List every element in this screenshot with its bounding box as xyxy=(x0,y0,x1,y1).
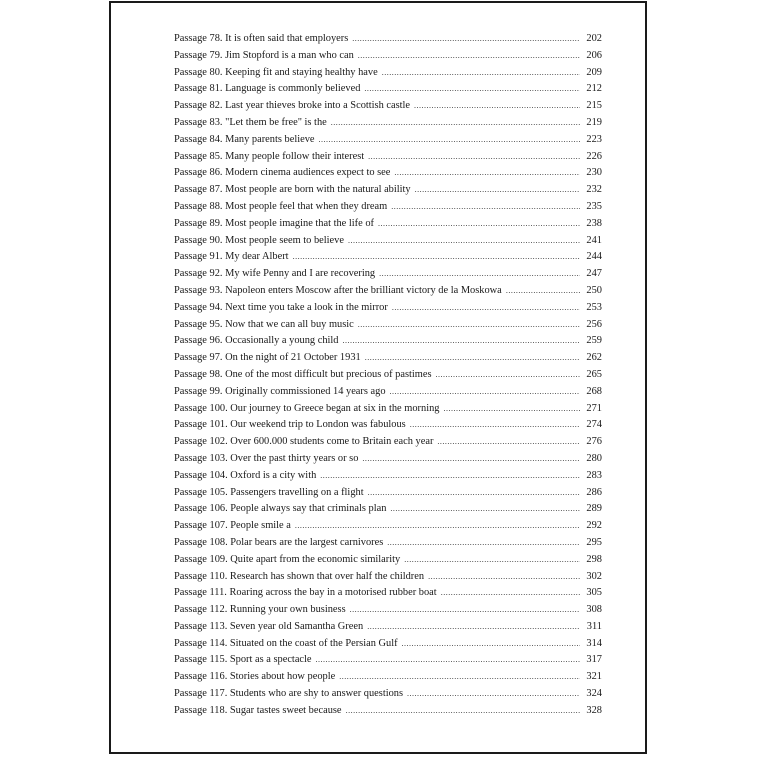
toc-entry xyxy=(174,81,602,98)
toc-entry-title: Passage 90. Most people seem to believe xyxy=(174,234,344,246)
toc-dot-leader xyxy=(443,401,580,418)
toc-entry-title: Passage 81. Language is commonly believed xyxy=(174,83,361,95)
toc-entry-page-number: 253 xyxy=(586,301,602,313)
toc-dot-leader xyxy=(339,669,580,686)
toc-entry-title: Passage 100. Our journey to Greece began at six in the morning xyxy=(174,402,440,414)
toc-dot-leader xyxy=(320,468,580,485)
toc-entry xyxy=(174,31,602,48)
toc-entry-title: Passage 97. On the night of 21 October 1931 xyxy=(174,352,361,364)
toc-entry xyxy=(174,501,602,518)
toc-entry-page-number: 238 xyxy=(586,217,602,229)
toc-dot-leader xyxy=(402,636,580,653)
toc-entry-page-number: 256 xyxy=(586,318,602,330)
toc-entry-page-number: 292 xyxy=(586,520,602,532)
toc-dot-leader xyxy=(316,652,580,669)
toc-entry-page-number: 283 xyxy=(586,469,602,481)
toc-dot-leader xyxy=(392,300,580,317)
toc-entry-page-number: 308 xyxy=(586,604,602,616)
toc-dot-leader xyxy=(441,585,580,602)
toc-entry-page-number: 223 xyxy=(586,133,602,145)
toc-dot-leader xyxy=(348,233,580,250)
toc-entry xyxy=(174,182,602,199)
toc-entry-title: Passage 89. Most people imagine that the life of xyxy=(174,217,374,229)
toc-entry xyxy=(174,569,602,586)
toc-entry-title: Passage 114. Situated on the coast of the Persian Gulf xyxy=(174,637,398,649)
toc-dot-leader xyxy=(365,350,580,367)
toc-entry xyxy=(174,216,602,233)
toc-entry xyxy=(174,115,602,132)
toc-entry-page-number: 250 xyxy=(586,284,602,296)
toc-entry-page-number: 247 xyxy=(586,268,602,280)
toc-entry xyxy=(174,367,602,384)
toc-entry-title: Passage 79. Jim Stopford is a man who can xyxy=(174,49,354,61)
toc-entry-title: Passage 102. Over 600.000 students come to Britain each year xyxy=(174,436,434,448)
toc-entry xyxy=(174,283,602,300)
toc-entry xyxy=(174,535,602,552)
toc-entry xyxy=(174,652,602,669)
toc-entry-title: Passage 111. Roaring across the bay in a motorised rubber boat xyxy=(174,587,437,599)
toc-entry-page-number: 262 xyxy=(586,352,602,364)
toc-dot-leader xyxy=(387,535,580,552)
toc-entry-title: Passage 85. Many people follow their interest xyxy=(174,150,365,162)
toc-entry xyxy=(174,434,602,451)
toc-entry xyxy=(174,317,602,334)
toc-entry xyxy=(174,585,602,602)
toc-entry xyxy=(174,266,602,283)
toc-entry-page-number: 206 xyxy=(586,49,602,61)
toc-entry-page-number: 314 xyxy=(586,637,602,649)
toc-entry-title: Passage 83. "Let them be free" is the xyxy=(174,116,327,128)
toc-dot-leader xyxy=(394,165,580,182)
toc-entry xyxy=(174,350,602,367)
toc-dot-leader xyxy=(390,501,580,518)
toc-entry xyxy=(174,451,602,468)
toc-entry-title: Passage 98. One of the most difficult but precious of pastimes xyxy=(174,368,432,380)
toc-entry-title: Passage 110. Research has shown that over half the children xyxy=(174,570,425,582)
toc-dot-leader xyxy=(379,266,580,283)
toc-entry-page-number: 212 xyxy=(586,83,602,95)
toc-entry-page-number: 219 xyxy=(586,116,602,128)
toc-entry xyxy=(174,333,602,350)
toc-entry xyxy=(174,552,602,569)
toc-entry-title: Passage 106. People always say that criminals plan xyxy=(174,503,387,515)
toc-entry xyxy=(174,703,602,720)
toc-dot-leader xyxy=(293,249,580,266)
toc-entry-page-number: 265 xyxy=(586,368,602,380)
toc-entry-title: Passage 91. My dear Albert xyxy=(174,251,289,263)
toc-entry-title: Passage 101. Our weekend trip to London was fabulous xyxy=(174,419,406,431)
toc-dot-leader xyxy=(428,569,580,586)
toc-dot-leader xyxy=(364,81,580,98)
toc-entry-title: Passage 95. Now that we can all buy music xyxy=(174,318,354,330)
toc-dot-leader xyxy=(342,333,580,350)
toc-entry-page-number: 268 xyxy=(586,385,602,397)
toc-entry-title: Passage 78. It is often said that employers xyxy=(174,33,349,44)
toc-entry xyxy=(174,149,602,166)
toc-entry xyxy=(174,686,602,703)
toc-entry-title: Passage 80. Keeping fit and staying healthy have xyxy=(174,66,378,78)
toc-entry xyxy=(174,384,602,401)
toc-entry-page-number: 271 xyxy=(586,402,602,414)
toc-entry xyxy=(174,98,602,115)
toc-dot-leader xyxy=(358,317,580,334)
toc-entry-title: Passage 105. Passengers travelling on a flight xyxy=(174,486,364,498)
toc-entry-title: Passage 86. Modern cinema audiences expect to see xyxy=(174,167,391,179)
toc-entry-page-number: 259 xyxy=(586,335,602,347)
toc-entry xyxy=(174,249,602,266)
toc-entry-title: Passage 104. Oxford is a city with xyxy=(174,469,317,481)
toc-dot-leader xyxy=(415,182,580,199)
toc-entry xyxy=(174,65,602,82)
toc-entry-title: Passage 109. Quite apart from the economic similarity xyxy=(174,553,401,565)
toc-entry-title: Passage 107. People smile a xyxy=(174,520,291,532)
toc-entry-title: Passage 84. Many parents believe xyxy=(174,133,315,145)
toc-dot-leader xyxy=(346,703,580,720)
toc-dot-leader xyxy=(319,132,580,149)
toc-entry-title: Passage 88. Most people feel that when they dream xyxy=(174,200,388,212)
toc-entry-page-number: 276 xyxy=(586,436,602,448)
toc-dot-leader xyxy=(358,48,580,65)
toc-entry-page-number: 244 xyxy=(586,251,602,263)
toc-dot-leader xyxy=(368,485,580,502)
toc-dot-leader xyxy=(407,686,580,703)
toc-entry-page-number: 286 xyxy=(586,486,602,498)
toc-entry-title: Passage 92. My wife Penny and I are recovering xyxy=(174,268,376,280)
toc-entry xyxy=(174,132,602,149)
toc-entry-title: Passage 94. Next time you take a look in the mirror xyxy=(174,301,388,313)
toc-entry-page-number: 311 xyxy=(586,620,602,632)
toc-dot-leader xyxy=(352,31,580,48)
toc-dot-leader xyxy=(410,417,580,434)
toc-dot-leader xyxy=(378,216,580,233)
toc-entry-title: Passage 96. Occasionally a young child xyxy=(174,335,339,347)
toc-entry-page-number: 317 xyxy=(586,654,602,666)
toc-entry xyxy=(174,417,602,434)
toc-entry-title: Passage 115. Sport as a spectacle xyxy=(174,654,312,666)
toc-dot-leader xyxy=(436,367,580,384)
toc-entry-page-number: 295 xyxy=(586,536,602,548)
toc-entry-page-number: 202 xyxy=(586,33,602,44)
toc-entry-title: Passage 103. Over the past thirty years or so xyxy=(174,452,359,464)
toc-entry-page-number: 321 xyxy=(586,671,602,683)
toc-entry xyxy=(174,199,602,216)
toc-entry-title: Passage 99. Originally commissioned 14 years ago xyxy=(174,385,386,397)
toc-dot-leader xyxy=(382,65,580,82)
toc-entry-title: Passage 93. Napoleon enters Moscow after the brilliant victory de la Moskowa xyxy=(174,284,502,296)
toc-entry xyxy=(174,401,602,418)
toc-entry-title: Passage 108. Polar bears are the largest carnivores xyxy=(174,536,384,548)
toc-entry-page-number: 289 xyxy=(586,503,602,515)
toc-dot-leader xyxy=(368,149,580,166)
toc-entry-title: Passage 112. Running your own business xyxy=(174,604,346,616)
toc-entry-title: Passage 117. Students who are shy to answer questions xyxy=(174,688,404,700)
toc-entry xyxy=(174,518,602,535)
table-of-contents xyxy=(174,31,602,720)
toc-entry xyxy=(174,669,602,686)
toc-entry-page-number: 324 xyxy=(586,688,602,700)
toc-entry-page-number: 274 xyxy=(586,419,602,431)
toc-dot-leader xyxy=(414,98,580,115)
toc-entry xyxy=(174,602,602,619)
toc-entry-page-number: 305 xyxy=(586,587,602,599)
toc-entry xyxy=(174,48,602,65)
toc-entry-page-number: 226 xyxy=(586,150,602,162)
toc-entry-page-number: 235 xyxy=(586,200,602,212)
toc-entry-title: Passage 82. Last year thieves broke into a Scottish castle xyxy=(174,100,411,112)
toc-dot-leader xyxy=(506,283,580,300)
toc-dot-leader xyxy=(295,518,580,535)
toc-dot-leader xyxy=(331,115,580,132)
toc-entry-page-number: 241 xyxy=(586,234,602,246)
toc-dot-leader xyxy=(362,451,580,468)
toc-entry xyxy=(174,636,602,653)
toc-entry-page-number: 298 xyxy=(586,553,602,565)
toc-dot-leader xyxy=(391,199,580,216)
toc-entry-title: Passage 113. Seven year old Samantha Green xyxy=(174,620,364,632)
toc-entry-page-number: 328 xyxy=(586,704,602,716)
toc-entry-title: Passage 116. Stories about how people xyxy=(174,671,336,683)
toc-entry-title: Passage 118. Sugar tastes sweet because xyxy=(174,704,342,716)
toc-entry xyxy=(174,468,602,485)
toc-dot-leader xyxy=(437,434,580,451)
toc-entry-page-number: 230 xyxy=(586,167,602,179)
toc-entry-title: Passage 87. Most people are born with the natural ability xyxy=(174,184,411,196)
toc-dot-leader xyxy=(390,384,580,401)
toc-entry-page-number: 302 xyxy=(586,570,602,582)
toc-entry xyxy=(174,165,602,182)
toc-dot-leader xyxy=(350,602,580,619)
toc-entry xyxy=(174,233,602,250)
toc-entry-page-number: 280 xyxy=(586,452,602,464)
toc-entry-page-number: 232 xyxy=(586,184,602,196)
toc-entry-page-number: 209 xyxy=(586,66,602,78)
toc-dot-leader xyxy=(404,552,580,569)
toc-dot-leader xyxy=(367,619,580,636)
toc-entry xyxy=(174,300,602,317)
toc-entry xyxy=(174,485,602,502)
toc-entry-page-number: 215 xyxy=(586,100,602,112)
toc-entry xyxy=(174,619,602,636)
